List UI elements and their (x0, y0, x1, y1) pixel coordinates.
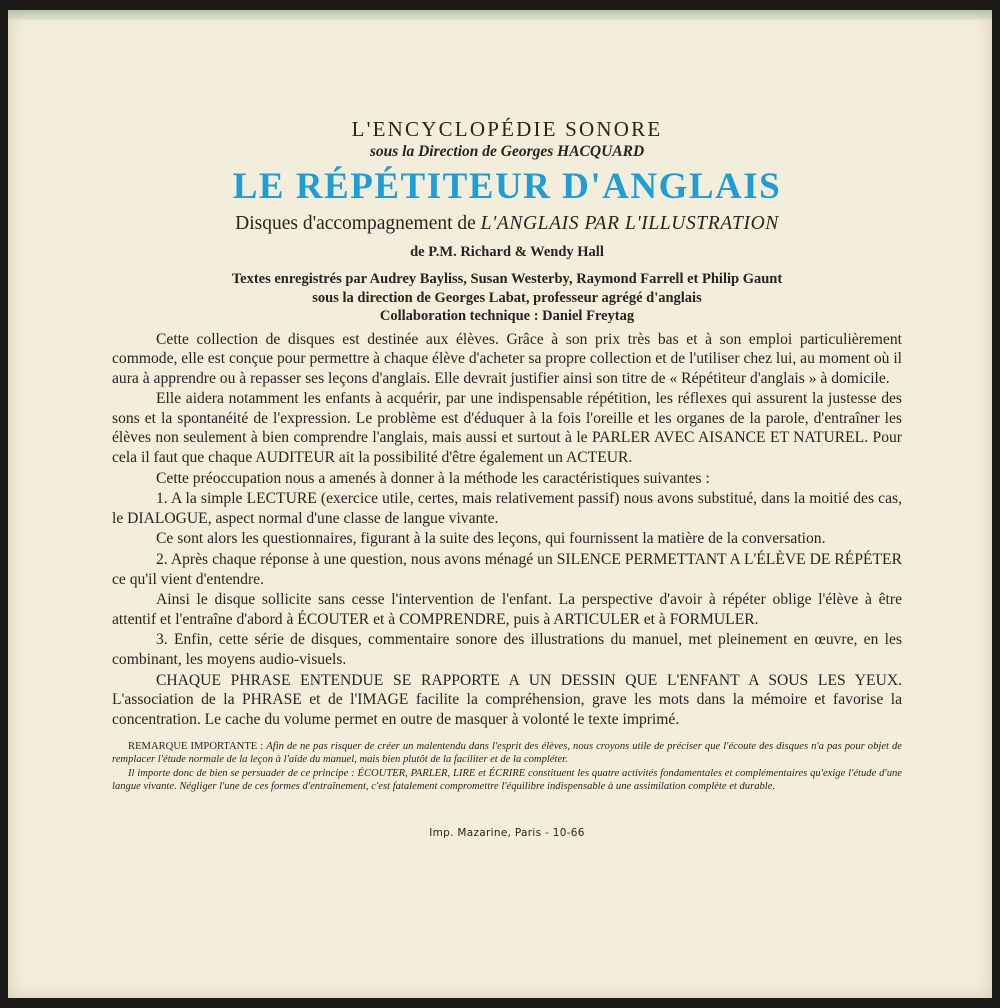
paragraph: CHAQUE PHRASE ENTENDUE SE RAPPORTE A UN DESSIN QUE L'ENFANT A SOUS LES YEUX. L'association de la PHRASE et de l'IMAGE facilite la compréhension, grave les mots dans la mémoire et favorise la concentration. Le cache du volume permet en outre de masquer à volonté le texte imprimé. (112, 671, 902, 728)
printer-imprint: Imp. Mazarine, Paris - 10-66 (429, 827, 585, 840)
record-sleeve-back (8, 10, 992, 998)
paragraph: Ainsi le disque sollicite sans cesse l'intervention de l'enfant. La perspective d'avoir à répéter oblige l'élève à être attentif et l'entraîne d'abord à ÉCOUTER et à COMPRENDRE, puis à ARTICULER et à FORMULER. (112, 591, 902, 628)
paragraph: Ce sont alors les questionnaires, figurant à la suite des leçons, qui fournissent la matière de la conversation. (156, 530, 826, 548)
paragraph: 3. Enfin, cette série de disques, commentaire sonore des illustrations du manuel, met pleinement en œuvre, en les combinant, les moyens audio-visuels. (112, 631, 902, 668)
subtitle-book: L'ANGLAIS PAR L'ILLUSTRATION (480, 213, 779, 234)
paragraph: Elle aidera notamment les enfants à acquérir, par une indispensable répétition, les réflexes qui assurent la justesse des sons et la spontanéité de l'expression. Le problème est d'éduquer à la fois l'oreille et les organes de la parole, d'entraîner les élèves non seulement à bien comprendre l'anglais, mais aussi et surtout à le PARLER AVEC AISANCE ET NATUREL. Pour cela il faut que chaque AUDITEUR ait la possibilité d'être également un ACTEUR. (112, 390, 902, 467)
paragraph: Cette collection de disques est destinée aux élèves. Grâce à son prix très bas et à son emploi particulièrement commode, elle est conçue pour permettre à chaque élève d'acheter sa propre collection et de l'utiliser chez lui, au moment où il aura à apprendre ou à repasser ses leçons d'anglais. Elle devrait justifier ainsi son titre de « Répétiteur d'anglais » à domicile. (112, 330, 902, 387)
subtitle-prefix: Disques d'accompagnement de (235, 213, 481, 234)
credits-technical: Collaboration technique : Daniel Freytag (379, 308, 635, 324)
paragraph: 1. A la simple LECTURE (exercice utile, certes, mais relativement passif) nous avons substitué, dans la moitié des cas, le DIALOGUE, aspect normal d'une classe de langue vivante. (112, 490, 902, 527)
note-text: Il importe donc de bien se persuader de ce principe : ÉCOUTER, PARLER, LIRE et ÉCRIRE constituent les quatre activités fondamentales et complémentaires qu'exige l'étude d'une langue vivante. Négliger l'une de ces formes d'entraînement, c'est fatalement compromettre l'équilibre indispensable à une assimilation complète et durable. (112, 768, 902, 792)
note-paragraph (112, 768, 902, 793)
credits (112, 270, 902, 326)
paragraph: Cette préoccupation nous a amenés à donner à la méthode les caractéristiques suivantes : (156, 469, 710, 487)
page-title: LE RÉPÉTITEUR D'ANGLAIS (232, 166, 782, 207)
note-paragraph (112, 741, 902, 766)
sleeve-text (112, 114, 902, 839)
series-title: L'ENCYCLOPÉDIE SONORE (351, 117, 663, 141)
important-note (112, 741, 902, 793)
body-text (112, 330, 902, 730)
note-text: Afin de ne pas risquer de créer un malentendu dans l'esprit des élèves, nous croyons utile de préciser que l'écoute des disques n'a pas pour objet de remplacer l'étude normale de la leçon à l'aide du manuel, mais bien plutôt de la faciliter et de la compléter. (112, 741, 902, 765)
credits-readers: Textes enregistrés par Audrey Bayliss, Susan Westerby, Raymond Farrell et Philip Gaunt (231, 271, 783, 287)
credits-director: sous la direction de Georges Labat, professeur agrégé d'anglais (312, 289, 702, 306)
paragraph: 2. Après chaque réponse à une question, nous avons ménagé un SILENCE PERMETTANT A L'ÉLÈVE DE RÉPÉTER ce qu'il vient d'entendre. (112, 551, 902, 588)
note-lead: REMARQUE IMPORTANTE : (128, 741, 267, 753)
book-authors: de P.M. Richard & Wendy Hall (410, 244, 604, 260)
subtitle (112, 212, 902, 236)
series-director: sous la Direction de Georges HACQUARD (369, 143, 645, 160)
